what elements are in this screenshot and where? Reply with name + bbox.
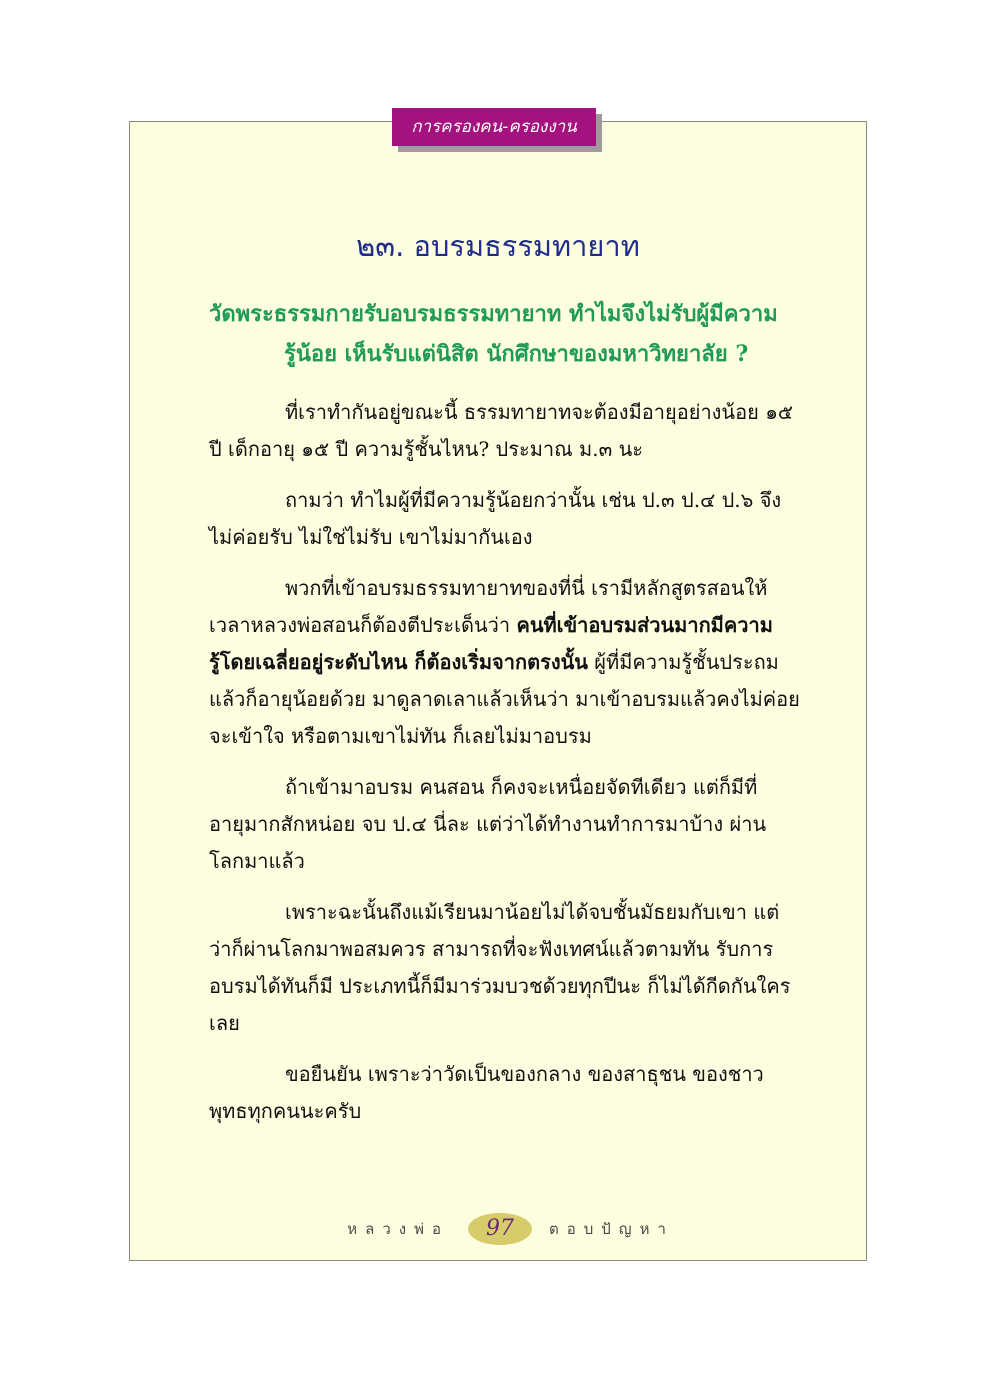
paragraph-line: ถ้าเข้ามาอบรม คนสอน ก็คงจะเหนื่อยจัดทีเดียว แต่ก็มีที่	[285, 775, 758, 799]
answer-body	[209, 394, 800, 1144]
paragraph-line: พวกที่เข้าอบรมธรรมทายาทของที่นี่ เรามีหลักสูตรสอนให้	[285, 576, 768, 600]
paragraph-line: เลย	[209, 1011, 240, 1035]
paragraph-line: ปี เด็กอายุ ๑๕ ปี ความรู้ชั้นไหน? ประมาณ ม.๓ นะ	[209, 437, 644, 461]
paragraph	[209, 394, 794, 468]
page-footer	[129, 1211, 867, 1247]
paragraph-line	[209, 644, 791, 681]
paragraph-line: โลกมาแล้ว	[209, 849, 305, 873]
paragraph-line: ขอยืนยัน เพราะว่าวัดเป็นของกลาง ของสาธุชน ของชาว	[285, 1062, 764, 1086]
paragraph	[209, 769, 791, 880]
paragraph-line: จะเข้าใจ หรือตามเขาไม่ทัน ก็เลยไม่มาอบรม	[209, 724, 592, 748]
paragraph-line: ไม่ค่อยรับ ไม่ใช่ไม่รับ เขาไม่มากันเอง	[209, 525, 533, 549]
question-heading	[209, 294, 791, 374]
paragraph-text: ผู้ที่มีความรู้ชั้นประถม	[587, 650, 779, 674]
paragraph	[209, 482, 791, 556]
section-tab: การครองคน-ครองงาน	[392, 108, 596, 146]
paragraph	[209, 894, 791, 1042]
paragraph-line: อบรมได้ทันก็มี ประเภทนี้ก็มีมาร่วมบวชด้วยทุกปีนะ ก็ไม่ได้กีดกันใคร	[209, 974, 791, 998]
footer-book-title-right: ตอบปัญหา	[549, 1220, 674, 1238]
paragraph-line: ที่เราทำกันอยู่ขณะนี้ ธรรมทายาทจะต้องมีอายุอย่างน้อย ๑๕	[285, 400, 794, 424]
question-line: วัดพระธรรมกายรับอบรมธรรมทายาท ทำไมจึงไม่รับผู้มีความ	[209, 301, 778, 327]
emphasis-text: รู้โดยเฉลี่ยอยู่ระดับไหน ก็ต้องเริ่มจากตรงนั้น	[209, 650, 588, 674]
paragraph-line: ถามว่า ทำไมผู้ที่มีความรู้น้อยกว่านั้น เช่น ป.๓ ป.๔ ป.๖ จึง	[285, 488, 782, 512]
paragraph-line: อายุมากสักหน่อย จบ ป.๔ นี่ละ แต่ว่าได้ทำงานทำการมาบ้าง ผ่าน	[209, 812, 767, 836]
paragraph	[209, 1056, 791, 1130]
paragraph-text: เวลาหลวงพ่อสอนก็ต้องตีประเด็นว่า	[209, 613, 517, 637]
paragraph-line: แล้วก็อายุน้อยด้วย มาดูลาดเลาแล้วเห็นว่า มาเข้าอบรมแล้วคงไม่ค่อย	[209, 687, 800, 711]
paragraph-line	[209, 607, 791, 644]
footer-book-title-left: หลวงพ่อ	[347, 1220, 449, 1238]
paragraph-line: ว่าก็ผ่านโลกมาพอสมควร สามารถที่จะฟังเทศน์แล้วตามทัน รับการ	[209, 937, 774, 961]
chapter-title: ๒๓. อบรมธรรมทายาท	[356, 229, 640, 263]
emphasis-text: คนที่เข้าอบรมส่วนมากมีความ	[516, 613, 773, 637]
paragraph-line: เพราะฉะนั้นถึงแม้เรียนมาน้อยไม่ได้จบชั้นมัธยมกับเขา แต่	[285, 900, 780, 924]
paragraph-line: พุทธทุกคนนะครับ	[209, 1099, 362, 1123]
paragraph	[209, 570, 800, 755]
page-number-badge: 97	[468, 1213, 532, 1245]
question-line: รู้น้อย เห็นรับแต่นิสิต นักศึกษาของมหาวิทยาลัย ?	[284, 341, 749, 367]
